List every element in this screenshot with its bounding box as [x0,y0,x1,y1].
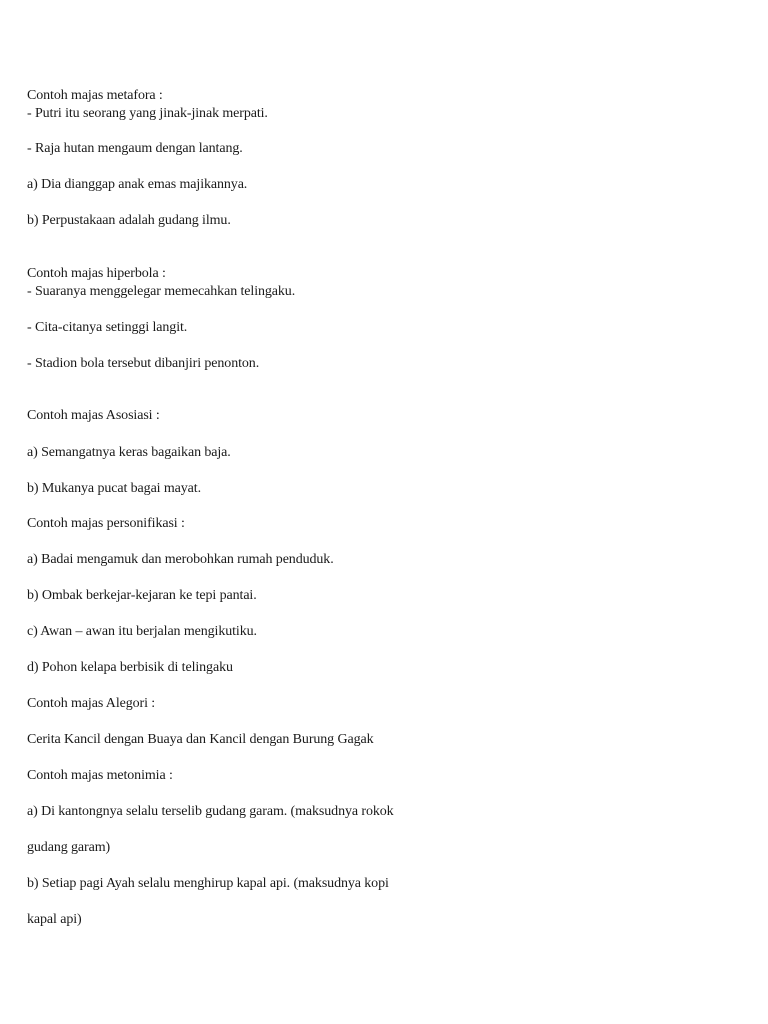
metafora-example-2: - Raja hutan mengaum dengan lantang. [27,141,243,156]
asosiasi-example-b: b) Mukanya pucat bagai mayat. [27,481,201,496]
heading-asosiasi: Contoh majas Asosiasi : [27,408,160,423]
metafora-example-b: b) Perpustakaan adalah gudang ilmu. [27,213,231,228]
heading-alegori: Contoh majas Alegori : [27,696,156,711]
personifikasi-example-b: b) Ombak berkejar-kejaran ke tepi pantai. [27,588,257,603]
metonimia-example-a-cont: gudang garam) [27,840,111,855]
personifikasi-example-a: a) Badai mengamuk dan merobohkan rumah penduduk. [27,552,334,567]
heading-personifikasi: Contoh majas personifikasi : [27,516,185,531]
hiperbola-example-3: - Stadion bola tersebut dibanjiri penonton. [27,356,260,371]
metonimia-example-b-cont: kapal api) [27,912,82,927]
metafora-example-1: - Putri itu seorang yang jinak-jinak merpati. [27,106,268,121]
personifikasi-example-c: c) Awan – awan itu berjalan mengikutiku. [27,624,257,639]
heading-metafora: Contoh majas metafora : [27,88,163,103]
heading-metonimia: Contoh majas metonimia : [27,768,173,783]
hiperbola-example-2: - Cita-citanya setinggi langit. [27,320,188,335]
heading-hiperbola: Contoh majas hiperbola : [27,266,166,281]
alegori-example: Cerita Kancil dengan Buaya dan Kancil dengan Burung Gagak [27,732,374,747]
metafora-example-a: a) Dia dianggap anak emas majikannya. [27,177,248,192]
personifikasi-example-d: d) Pohon kelapa berbisik di telingaku [27,660,233,675]
metonimia-example-a: a) Di kantongnya selalu terselib gudang garam. (maksudnya rokok [27,804,394,819]
hiperbola-example-1: - Suaranya menggelegar memecahkan telingaku. [27,284,296,299]
metonimia-example-b: b) Setiap pagi Ayah selalu menghirup kapal api. (maksudnya kopi [27,876,389,891]
asosiasi-example-a: a) Semangatnya keras bagaikan baja. [27,445,231,460]
